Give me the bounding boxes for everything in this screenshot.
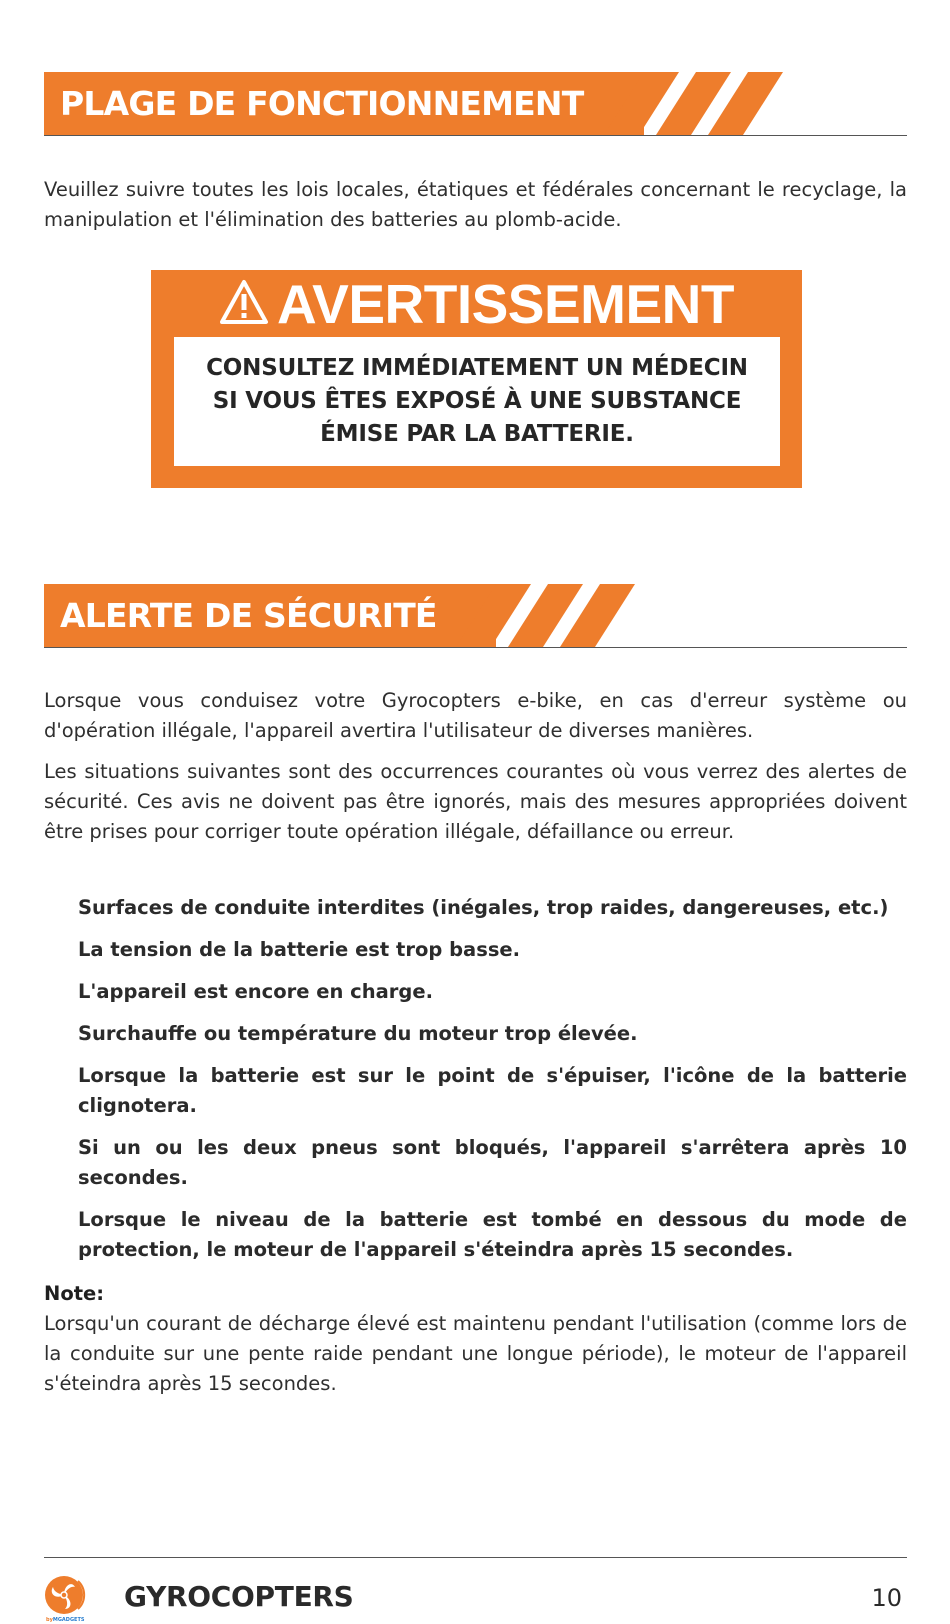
list-item: Surfaces de conduite interdites (inégales, trop raides, dangereuses, etc.)	[78, 896, 889, 919]
list-item: L'appareil est encore en charge.	[78, 980, 433, 1003]
list-item: Surchauffe ou température du moteur trop élevée.	[78, 1022, 638, 1045]
decorative-stripes	[456, 584, 646, 647]
section-rule	[44, 135, 907, 136]
decorative-stripes	[604, 72, 794, 135]
note-label: Note:	[44, 1282, 105, 1305]
list-item: Lorsque le niveau de la batterie est tombé en dessous du mode de protection, le moteur de l'appareil s'éteindra après 15 secondes.	[78, 1208, 907, 1261]
alert-paragraph: Lorsque vous conduisez votre Gyrocopters e-bike, en cas d'erreur système ou d'opération illégale, l'appareil avertira l'utilisateur de diverses manières.	[44, 689, 907, 742]
footer-rule	[44, 1557, 907, 1558]
warning-line: ÉMISE PAR LA BATTERIE.	[320, 421, 634, 447]
warning-message-panel	[174, 337, 780, 466]
svg-text:byMGADGETS: byMGADGETS	[46, 1617, 85, 1623]
alert-list	[78, 893, 907, 1277]
list-item: Lorsque la batterie est sur le point de s'épuiser, l'icône de la batterie clignotera.	[78, 1064, 907, 1117]
warning-box	[151, 270, 802, 488]
page-number: 10	[871, 1584, 902, 1612]
alert-paragraph: Les situations suivantes sont des occurrences courantes où vous verrez des alertes de sécurité. Ces avis ne doivent pas être ignorés, mais des mesures appropriées doivent être prises pour corriger toute opération illégale, défaillance ou erreur.	[44, 760, 907, 843]
list-item: La tension de la batterie est trop basse.	[78, 938, 521, 961]
brand-name: GYROCOPTERS	[124, 1580, 354, 1613]
list-item: Si un ou les deux pneus sont bloqués, l'appareil s'arrêtera après 10 secondes.	[78, 1136, 907, 1189]
warning-title-text: AVERTISSEMENT	[277, 273, 734, 335]
section-title: PLAGE DE FONCTIONNEMENT	[60, 84, 584, 123]
warning-line: SI VOUS ÊTES EXPOSÉ À UNE SUBSTANCE	[212, 388, 742, 414]
warning-message	[206, 352, 748, 451]
note-text: Lorsqu'un courant de décharge élevé est maintenu pendant l'utilisation (comme lors de la conduite sur une pente raide pendant une longue période), le moteur de l'appareil s'éteindra après 15 secondes.	[44, 1312, 907, 1395]
section-title: ALERTE DE SÉCURITÉ	[60, 596, 437, 635]
gyrocopters-logo-icon	[44, 1575, 110, 1623]
warning-triangle-icon	[219, 279, 269, 325]
intro-paragraph: Veuillez suivre toutes les lois locales, étatiques et fédérales concernant le recyclage, la manipulation et l'élimination des batteries au plomb-acide.	[44, 178, 907, 231]
warning-line: CONSULTEZ IMMÉDIATEMENT UN MÉDECIN	[206, 355, 748, 381]
warning-title	[151, 272, 802, 334]
section-rule	[44, 647, 907, 648]
